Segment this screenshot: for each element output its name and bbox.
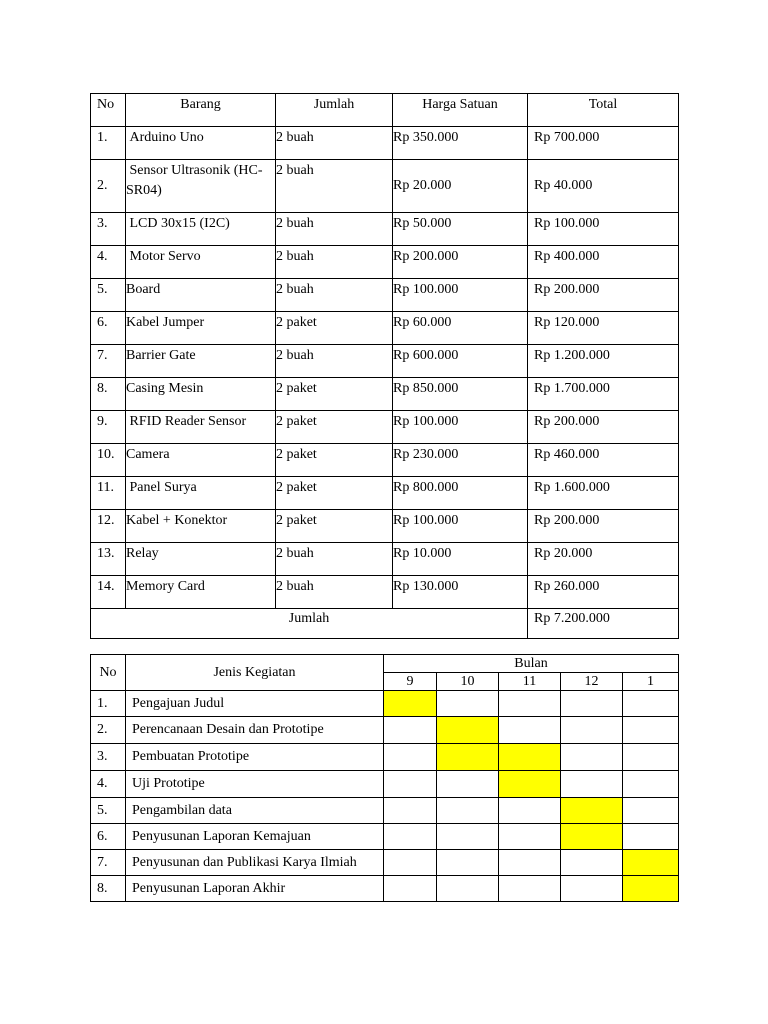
timeline-cell-active bbox=[623, 850, 679, 876]
timeline-cell bbox=[623, 824, 679, 850]
timeline-cell bbox=[384, 717, 437, 744]
cell-total: Rp 200.000 bbox=[528, 510, 679, 543]
timeline-cell bbox=[384, 771, 437, 798]
cell-jumlah: 2 buah bbox=[276, 576, 393, 609]
cell-no: 2. bbox=[91, 160, 126, 213]
cell-total: Rp 200.000 bbox=[528, 279, 679, 312]
timeline-cell bbox=[437, 824, 499, 850]
cell-jumlah: 2 buah bbox=[276, 160, 393, 213]
table-row bbox=[91, 411, 679, 444]
table-row bbox=[91, 850, 679, 876]
timeline-cell-active bbox=[384, 691, 437, 717]
cell-harga: Rp 130.000 bbox=[393, 576, 528, 609]
cell-no: 6. bbox=[91, 824, 126, 850]
cell-no: 7. bbox=[91, 345, 126, 378]
timeline-cell-active bbox=[561, 824, 623, 850]
header-barang: Barang bbox=[126, 94, 276, 127]
cell-barang: Arduino Uno bbox=[126, 127, 276, 160]
table-row bbox=[91, 246, 679, 279]
timeline-cell bbox=[561, 744, 623, 771]
cell-jumlah: 2 buah bbox=[276, 279, 393, 312]
cell-jumlah: 2 buah bbox=[276, 345, 393, 378]
cell-barang: Kabel Jumper bbox=[126, 312, 276, 345]
timeline-cell bbox=[437, 876, 499, 902]
table-row bbox=[91, 160, 679, 213]
cell-barang: Relay bbox=[126, 543, 276, 576]
timeline-cell bbox=[384, 876, 437, 902]
cell-no: 3. bbox=[91, 744, 126, 771]
table-row bbox=[91, 876, 679, 902]
header-total: Total bbox=[528, 94, 679, 127]
timeline-cell bbox=[561, 876, 623, 902]
timeline-cell bbox=[437, 850, 499, 876]
table-row bbox=[91, 691, 679, 717]
timeline-cell bbox=[561, 717, 623, 744]
timeline-cell bbox=[384, 824, 437, 850]
cell-total: Rp 1.700.000 bbox=[528, 378, 679, 411]
cell-total: Rp 100.000 bbox=[528, 213, 679, 246]
cell-no: 8. bbox=[91, 378, 126, 411]
cell-no: 8. bbox=[91, 876, 126, 902]
timeline-cell bbox=[437, 771, 499, 798]
timeline-cell bbox=[623, 717, 679, 744]
cell-jumlah: 2 paket bbox=[276, 312, 393, 345]
cell-total: Rp 200.000 bbox=[528, 411, 679, 444]
cell-no: 7. bbox=[91, 850, 126, 876]
table-row bbox=[91, 798, 679, 824]
cell-no: 10. bbox=[91, 444, 126, 477]
cell-harga: Rp 230.000 bbox=[393, 444, 528, 477]
cell-barang: Camera bbox=[126, 444, 276, 477]
cell-harga: Rp 60.000 bbox=[393, 312, 528, 345]
header-jumlah: Jumlah bbox=[276, 94, 393, 127]
cell-total: Rp 20.000 bbox=[528, 543, 679, 576]
table-row bbox=[91, 312, 679, 345]
timeline-cell bbox=[499, 824, 561, 850]
timeline-cell-active bbox=[623, 876, 679, 902]
timeline-cell bbox=[561, 850, 623, 876]
timeline-cell bbox=[437, 691, 499, 717]
cell-barang: Casing Mesin bbox=[126, 378, 276, 411]
cell-total: Rp 1.600.000 bbox=[528, 477, 679, 510]
cell-harga: Rp 200.000 bbox=[393, 246, 528, 279]
cell-kegiatan: Pengajuan Judul bbox=[126, 691, 384, 717]
cell-harga: Rp 100.000 bbox=[393, 279, 528, 312]
table-row bbox=[91, 378, 679, 411]
header-no: No bbox=[91, 94, 126, 127]
timeline-cell bbox=[384, 798, 437, 824]
cell-harga: Rp 350.000 bbox=[393, 127, 528, 160]
cell-harga: Rp 800.000 bbox=[393, 477, 528, 510]
cell-kegiatan: Pengambilan data bbox=[126, 798, 384, 824]
timeline-cell-active bbox=[499, 771, 561, 798]
table-row bbox=[91, 824, 679, 850]
cell-no: 5. bbox=[91, 279, 126, 312]
timeline-cell bbox=[437, 798, 499, 824]
cell-jumlah: 2 paket bbox=[276, 510, 393, 543]
cell-no: 1. bbox=[91, 691, 126, 717]
cell-kegiatan: Penyusunan Laporan Akhir bbox=[126, 876, 384, 902]
header-month: 1 bbox=[623, 673, 679, 691]
table-row bbox=[91, 477, 679, 510]
schedule-header-row bbox=[91, 655, 679, 673]
timeline-cell bbox=[623, 744, 679, 771]
cell-barang: Sensor Ultrasonik (HC-SR04) bbox=[126, 160, 276, 213]
cell-kegiatan: Penyusunan dan Publikasi Karya Ilmiah bbox=[126, 850, 384, 876]
cell-total: Rp 260.000 bbox=[528, 576, 679, 609]
cell-no: 9. bbox=[91, 411, 126, 444]
cell-no: 12. bbox=[91, 510, 126, 543]
timeline-cell bbox=[623, 691, 679, 717]
table-row bbox=[91, 444, 679, 477]
cell-jumlah: 2 paket bbox=[276, 411, 393, 444]
cell-barang: Board bbox=[126, 279, 276, 312]
cell-no: 2. bbox=[91, 717, 126, 744]
cell-barang: Panel Surya bbox=[126, 477, 276, 510]
budget-footer-row bbox=[91, 609, 679, 639]
header-bulan: Bulan bbox=[384, 655, 679, 673]
cell-total: Rp 460.000 bbox=[528, 444, 679, 477]
timeline-cell bbox=[384, 744, 437, 771]
cell-no: 5. bbox=[91, 798, 126, 824]
header-month: 12 bbox=[561, 673, 623, 691]
cell-kegiatan: Perencanaan Desain dan Prototipe bbox=[126, 717, 384, 744]
cell-barang: Motor Servo bbox=[126, 246, 276, 279]
cell-harga: Rp 600.000 bbox=[393, 345, 528, 378]
table-row bbox=[91, 744, 679, 771]
table-row bbox=[91, 213, 679, 246]
cell-jumlah: 2 buah bbox=[276, 246, 393, 279]
cell-jumlah: 2 buah bbox=[276, 127, 393, 160]
cell-harga: Rp 10.000 bbox=[393, 543, 528, 576]
cell-no: 14. bbox=[91, 576, 126, 609]
table-row bbox=[91, 127, 679, 160]
cell-total: Rp 1.200.000 bbox=[528, 345, 679, 378]
schedule-table bbox=[90, 654, 679, 902]
cell-kegiatan: Pembuatan Prototipe bbox=[126, 744, 384, 771]
footer-label: Jumlah bbox=[91, 609, 528, 639]
header-month: 9 bbox=[384, 673, 437, 691]
cell-jumlah: 2 paket bbox=[276, 477, 393, 510]
cell-harga: Rp 850.000 bbox=[393, 378, 528, 411]
table-row bbox=[91, 717, 679, 744]
timeline-cell bbox=[499, 717, 561, 744]
cell-barang: Kabel + Konektor bbox=[126, 510, 276, 543]
cell-no: 4. bbox=[91, 771, 126, 798]
cell-harga: Rp 100.000 bbox=[393, 510, 528, 543]
cell-no: 11. bbox=[91, 477, 126, 510]
timeline-cell bbox=[499, 876, 561, 902]
cell-total: Rp 400.000 bbox=[528, 246, 679, 279]
timeline-cell bbox=[499, 798, 561, 824]
timeline-cell-active bbox=[499, 744, 561, 771]
cell-jumlah: 2 buah bbox=[276, 213, 393, 246]
table-row bbox=[91, 279, 679, 312]
cell-barang: RFID Reader Sensor bbox=[126, 411, 276, 444]
timeline-cell-active bbox=[437, 744, 499, 771]
table-row bbox=[91, 771, 679, 798]
header-harga: Harga Satuan bbox=[393, 94, 528, 127]
timeline-cell bbox=[561, 771, 623, 798]
table-row bbox=[91, 576, 679, 609]
timeline-cell bbox=[499, 691, 561, 717]
timeline-cell bbox=[561, 691, 623, 717]
budget-table bbox=[90, 93, 679, 639]
table-row bbox=[91, 510, 679, 543]
header-no: No bbox=[91, 655, 126, 691]
cell-harga: Rp 20.000 bbox=[393, 160, 528, 213]
cell-kegiatan: Uji Prototipe bbox=[126, 771, 384, 798]
cell-barang: Barrier Gate bbox=[126, 345, 276, 378]
header-month: 10 bbox=[437, 673, 499, 691]
footer-total: Rp 7.200.000 bbox=[528, 609, 679, 639]
header-jenis-kegiatan: Jenis Kegiatan bbox=[126, 655, 384, 691]
cell-harga: Rp 100.000 bbox=[393, 411, 528, 444]
cell-no: 6. bbox=[91, 312, 126, 345]
cell-kegiatan: Penyusunan Laporan Kemajuan bbox=[126, 824, 384, 850]
timeline-cell bbox=[384, 850, 437, 876]
cell-jumlah: 2 buah bbox=[276, 543, 393, 576]
header-month: 11 bbox=[499, 673, 561, 691]
cell-no: 4. bbox=[91, 246, 126, 279]
timeline-cell-active bbox=[561, 798, 623, 824]
cell-harga: Rp 50.000 bbox=[393, 213, 528, 246]
budget-header-row bbox=[91, 94, 679, 127]
cell-no: 1. bbox=[91, 127, 126, 160]
timeline-cell bbox=[623, 771, 679, 798]
cell-total: Rp 40.000 bbox=[528, 160, 679, 213]
cell-total: Rp 120.000 bbox=[528, 312, 679, 345]
cell-jumlah: 2 paket bbox=[276, 444, 393, 477]
timeline-cell bbox=[499, 850, 561, 876]
timeline-cell-active bbox=[437, 717, 499, 744]
cell-total: Rp 700.000 bbox=[528, 127, 679, 160]
cell-jumlah: 2 paket bbox=[276, 378, 393, 411]
table-row bbox=[91, 345, 679, 378]
cell-no: 3. bbox=[91, 213, 126, 246]
table-row bbox=[91, 543, 679, 576]
cell-no: 13. bbox=[91, 543, 126, 576]
cell-barang: Memory Card bbox=[126, 576, 276, 609]
timeline-cell bbox=[623, 798, 679, 824]
cell-barang: LCD 30x15 (I2C) bbox=[126, 213, 276, 246]
